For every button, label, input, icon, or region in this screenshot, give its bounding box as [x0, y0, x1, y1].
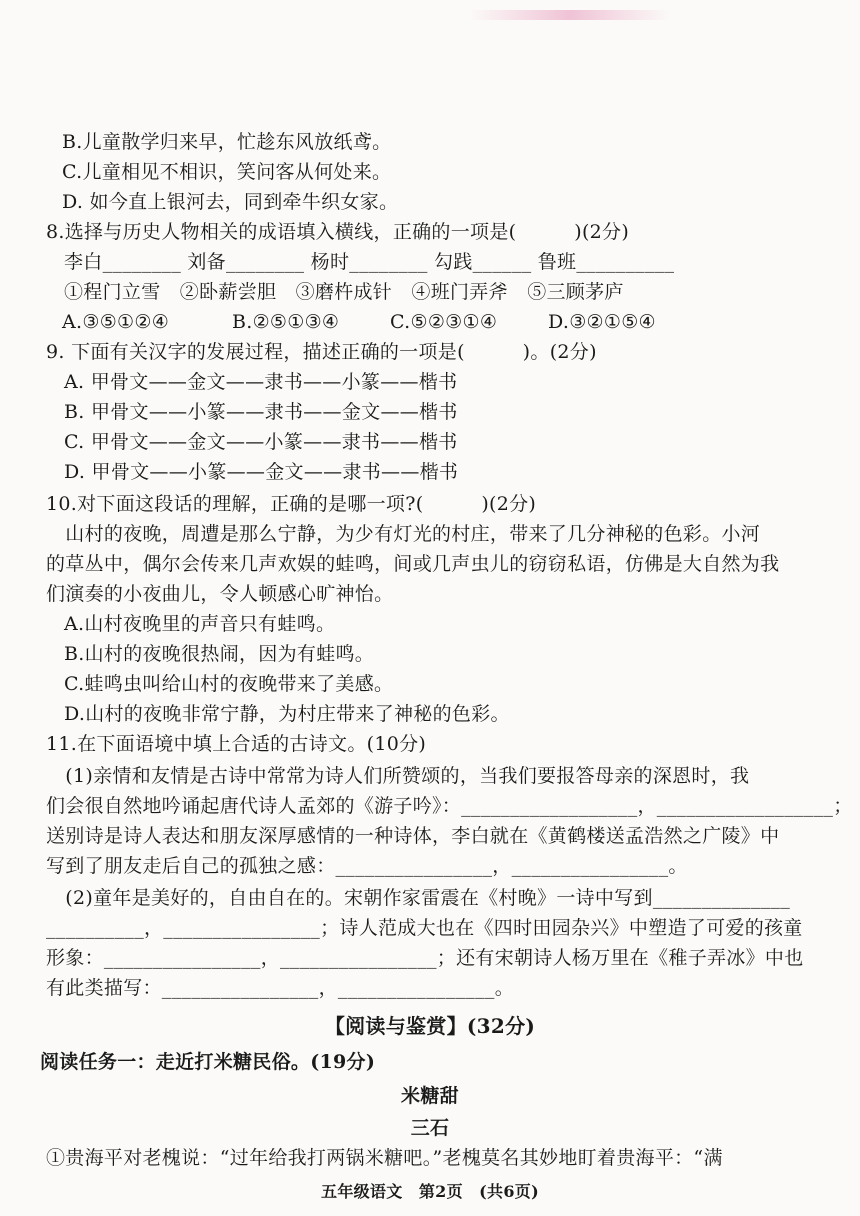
q7-option-d: D. 如今直上银河去，同到牵牛织女家。: [62, 191, 399, 213]
q7-option-b: B.儿童散学归来早，忙趁东风放纸鸢。: [62, 131, 392, 153]
q9-option-a: A. 甲骨文——金文——隶书——小篆——楷书: [64, 371, 458, 393]
q8-option-a: A.③⑤①②④: [62, 311, 170, 333]
pink-stamp-mark: [470, 10, 670, 20]
q10-stem: 10.对下面这段话的理解，正确的是哪一项?( )(2分): [46, 493, 537, 515]
reading-task-heading: 阅读任务一：走近打米糖民俗。(19分): [40, 1051, 376, 1073]
q8-option-d: D.③②①⑤④: [548, 311, 656, 333]
q11-stem: 11.在下面语境中填上合适的古诗文。(10分): [46, 733, 427, 755]
q11-line: 形象：________________，________________；还有宋朝诗人杨万里在《稚子弄冰》中也: [46, 947, 804, 969]
q11-line: (2)童年是美好的，自由自在的。宋朝作家雷震在《村晚》一诗中写到______________: [46, 887, 791, 909]
q11-line: 们会很自然地吟诵起唐代诗人孟郊的《游子吟》：__________________，__________________；: [46, 795, 853, 817]
q10-option-d: D.山村的夜晚非常宁静，为村庄带来了神秘的色彩。: [64, 703, 510, 725]
q11-line: 写到了朋友走后自己的孤独之感：________________，________________。: [46, 855, 688, 877]
q8-blanks: 李白________ 刘备________ 杨时________ 勾践______ 鲁班__________: [64, 251, 675, 273]
q10-passage-line: 的草丛中，偶尔会传来几声欢娱的蛙鸣，间或几声虫儿的窃窃私语，仿佛是大自然为我: [46, 553, 780, 575]
q11-line: 有此类描写：________________，________________。: [46, 977, 514, 999]
q9-option-b: B. 甲骨文——小篆——隶书——金文——楷书: [64, 401, 458, 423]
q9-option-c: C. 甲骨文——金文——小篆——隶书——楷书: [64, 431, 458, 453]
q11-line: (1)亲情和友情是古诗中常常为诗人们所赞颂的，当我们要报答母亲的深恩时，我: [46, 765, 750, 787]
q9-option-d: D. 甲骨文——小篆——金文——隶书——楷书: [64, 461, 459, 483]
q8-option-c: C.⑤②③①④: [390, 311, 498, 333]
q9-stem: 9. 下面有关汉字的发展过程，描述正确的一项是( )。(2分): [46, 341, 597, 363]
article-first-line: ①贵海平对老槐说：“过年给我打两锅米糖吧。”老槐莫名其妙地盯着贵海平：“满: [46, 1147, 723, 1169]
q8-stem: 8.选择与历史人物相关的成语填入横线，正确的一项是( )(2分): [46, 221, 630, 243]
q8-option-b: B.②⑤①③④: [232, 311, 340, 333]
section-title: 【阅读与鉴赏】(32分): [324, 1014, 536, 1038]
article-author: 三石: [410, 1117, 450, 1139]
q10-option-a: A.山村夜晚里的声音只有蛙鸣。: [64, 613, 336, 635]
q10-option-c: C.蛙鸣虫叫给山村的夜晚带来了美感。: [64, 673, 394, 695]
q8-idioms: ①程门立雪 ②卧薪尝胆 ③磨杵成针 ④班门弄斧 ⑤三顾茅庐: [64, 281, 624, 303]
q10-option-b: B.山村的夜晚很热闹，因为有蛙鸣。: [64, 643, 375, 665]
page-footer: 五年级语文 第2页 (共6页): [321, 1182, 539, 1201]
q11-line: 送别诗是诗人表达和朋友深厚感情的一种诗体，李白就在《黄鹤楼送孟浩然之广陵》中: [46, 825, 780, 847]
q11-line: __________，________________；诗人范成大也在《四时田园杂兴》中塑造了可爱的孩童: [46, 917, 803, 939]
q10-passage-line: 山村的夜晚，周遭是那么宁静，为少有灯光的村庄，带来了几分神秘的色彩。小河: [46, 523, 761, 545]
q7-option-c: C.儿童相见不相识，笑问客从何处来。: [62, 161, 392, 183]
article-title: 米糖甜: [401, 1085, 459, 1107]
q10-passage-line: 们演奏的小夜曲儿，令人顿感心旷神怡。: [46, 583, 394, 605]
